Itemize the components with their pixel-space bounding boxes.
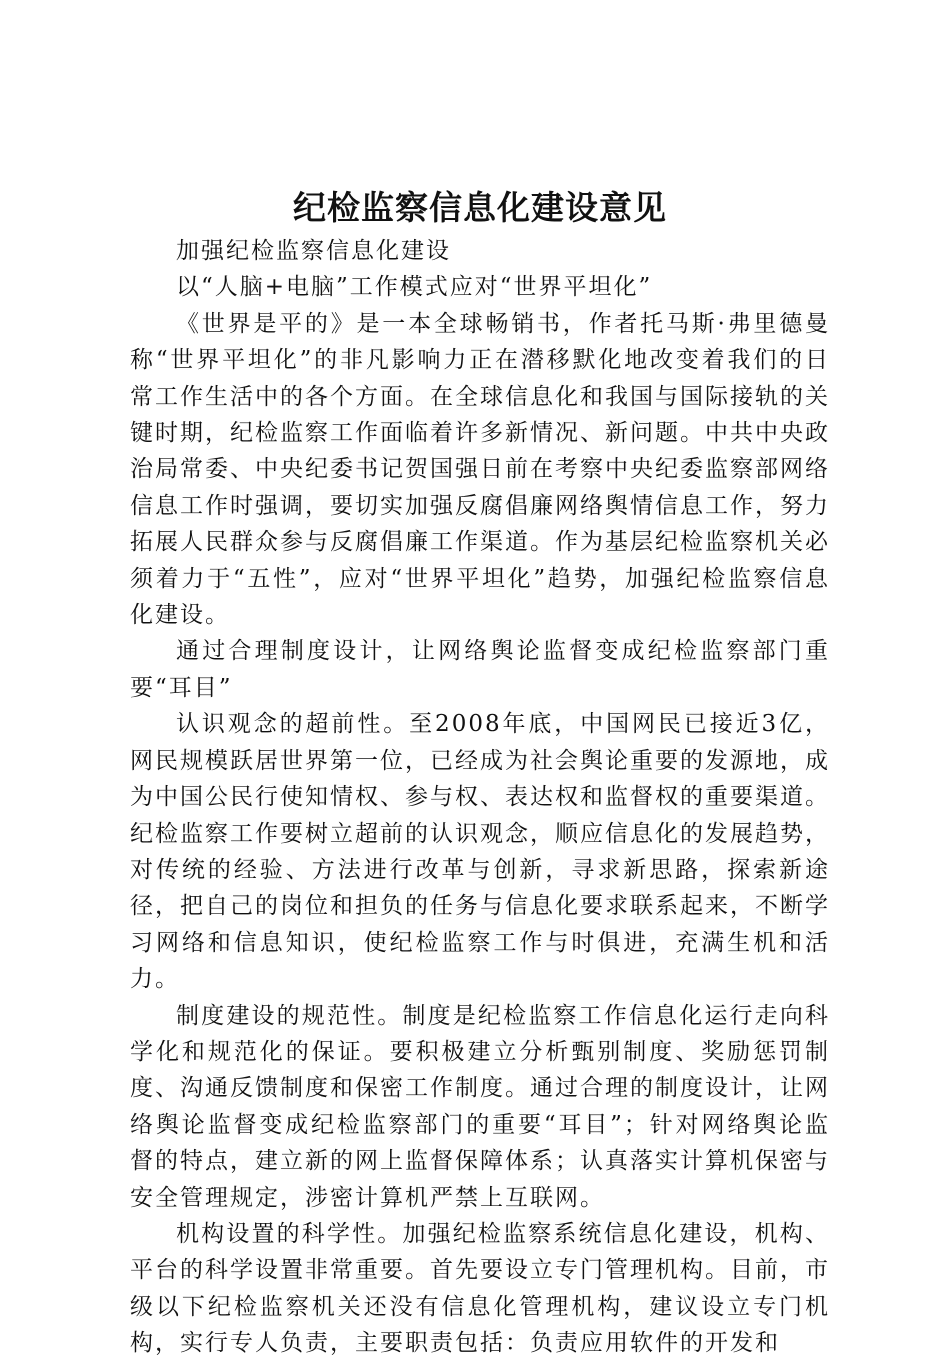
paragraph-subheading: 以“人脑+电脑”工作模式应对“世界平坦化” [176,274,653,301]
paragraph-awareness: 认识观念的超前性。至2008年底，中国网民已接近3亿，网民规模跃居世界第一位，已经成为社会舆论重要的发源地，成为中国公民行使知情权、参与权、表达权和监督权的重要渠道。纪检监察工作要树立超前的认识观念，顺应信息化的发展趋势，对传统的经验、方法进行改革与创新，寻求新思路，探索新途径，把自己的岗位和担负的任务与信息化要求联系起来，不断学习网络和信息知识，使纪检监察工作与时俱进，充满生机和活力。 [130,711,830,993]
paragraph-organization: 机构设置的科学性。加强纪检监察系统信息化建设，机构、平台的科学设置非常重要。首先要设立专门管理机构。目前，市级以下纪检监察机关还没有信息化管理机构，建议设立专门机构，实行专人负责，主要职责包括：负责应用软件的开发和 [130,1220,830,1357]
paragraph-institution: 制度建设的规范性。制度是纪检监察工作信息化运行走向科学化和规范化的保证。要积极建立分析甄别制度、奖励惩罚制度、沟通反馈制度和保密工作制度。通过合理的制度设计，让网络舆论监督变成纪检监察部门的重要“耳目”；针对网络舆论监督的特点，建立新的网上监督保障体系；认真落实计算机保密与安全管理规定，涉密计算机严禁上互联网。 [130,1002,830,1211]
paragraph-subtitle: 加强纪检监察信息化建设 [176,238,451,264]
document-body [130,233,830,1362]
paragraph-section-heading: 通过合理制度设计，让网络舆论监督变成纪检监察部门重要“耳目” [130,638,830,701]
paragraph-intro: 《世界是平的》是一本全球畅销书，作者托马斯·弗里德曼称“世界平坦化”的非凡影响力正在潜移默化地改变着我们的日常工作生活中的各个方面。在全球信息化和我国与国际接轨的关键时期，纪检监察工作面临着许多新情况、新问题。中共中央政治局常委、中央纪委书记贺国强日前在考察中央纪委监察部网络信息工作时强调，要切实加强反腐倡廉网络舆情信息工作，努力拓展人民群众参与反腐倡廉工作渠道。作为基层纪检监察机关必须着力于“五性”，应对“世界平坦化”趋势，加强纪检监察信息化建设。 [130,310,830,629]
document-title: 纪检监察信息化建设意见 [293,188,667,227]
